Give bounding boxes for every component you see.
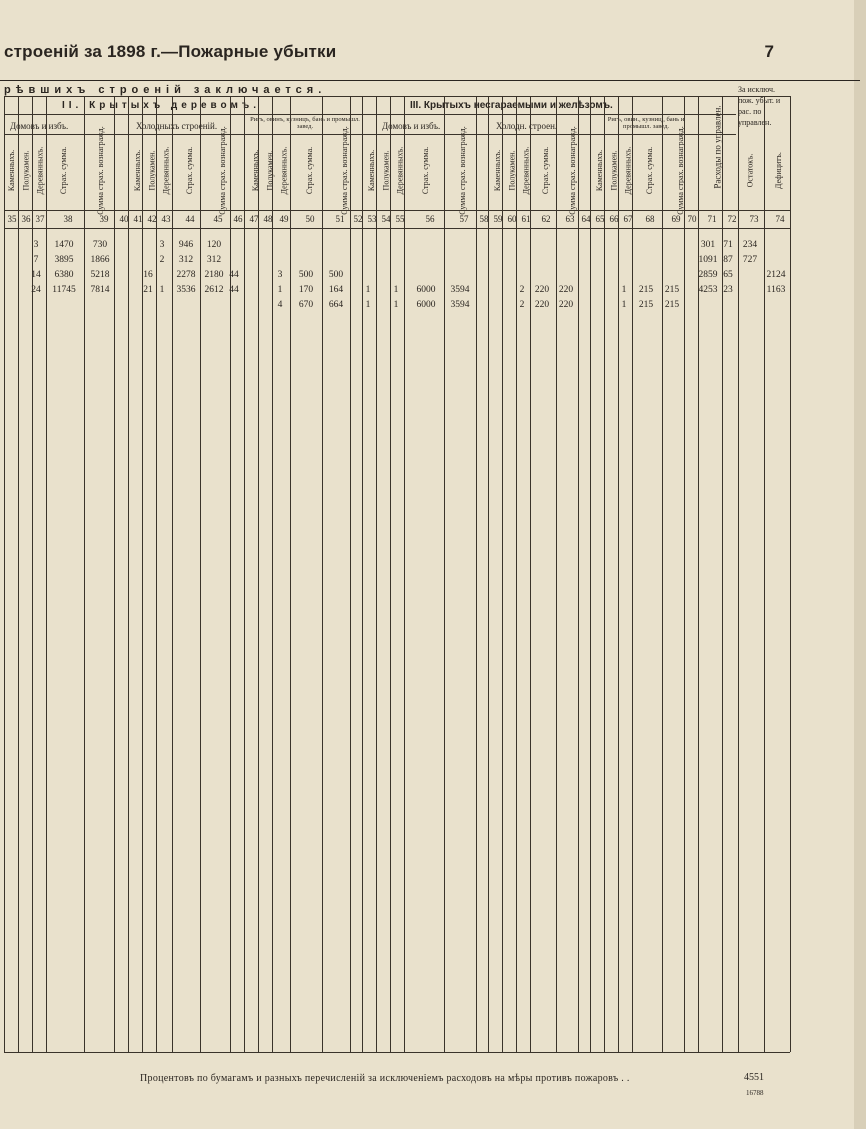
table-cell: 21: [143, 285, 153, 295]
column-rule: [662, 96, 663, 1052]
table-cell: 1: [365, 300, 371, 310]
colnum: 56: [425, 214, 435, 224]
table-cell: 14: [31, 270, 41, 280]
colnum: 48: [263, 214, 273, 224]
vhead-half-3: Полукамен.: [265, 150, 275, 190]
colnum: 36: [21, 214, 31, 224]
table-cell: 71: [723, 240, 733, 250]
g3-barns-header: Ригъ, овин., кузниц., бань и промышл. завед.: [607, 116, 685, 130]
vhead-reward-2: Сумма страх. вознагражд.: [217, 125, 227, 215]
colnum: 39: [99, 214, 109, 224]
colnum: 58: [479, 214, 489, 224]
table-cell: 44: [229, 285, 239, 295]
colnum: 54: [381, 214, 391, 224]
vhead-reward-4: Сумма страх. вознагражд.: [457, 125, 467, 215]
table-cell: 2859: [698, 270, 718, 280]
column-rule: [128, 96, 129, 1052]
table-cell: 1091: [698, 255, 718, 265]
column-rule: [790, 96, 791, 1052]
table-cell: 2: [519, 300, 525, 310]
table-cell: 16: [143, 270, 153, 280]
colnum: 59: [493, 214, 503, 224]
vhead-ins-5: Страх. сумма.: [541, 146, 551, 194]
table-cell: 3594: [450, 285, 470, 295]
colnum: 35: [7, 214, 17, 224]
excl-header: За исключ. пож. убыт. и рас. по управлен.: [738, 85, 781, 127]
g2-cold-header: Холодныхъ строеній.: [136, 121, 218, 131]
column-rule: [632, 96, 633, 1052]
top-rule: [0, 80, 860, 81]
vhead-ins-2: Страх. сумма.: [185, 146, 195, 194]
table-cell: 664: [328, 300, 344, 310]
column-rule: [258, 96, 259, 1052]
vhead-ins-4: Страх. сумма.: [421, 146, 431, 194]
table-cell: 500: [328, 270, 344, 280]
table-cell: 1: [365, 285, 371, 295]
colnum: 49: [279, 214, 289, 224]
column-rule: [362, 96, 363, 1052]
vhead-half-5: Полукамен.: [507, 150, 517, 190]
colnum: 74: [775, 214, 785, 224]
table-cell: 6000: [416, 300, 436, 310]
column-rule: [404, 96, 405, 1052]
column-number-row: [4, 212, 788, 228]
column-rule: [444, 96, 445, 1052]
vhead-reward: Сумма страх. вознагражд.: [95, 125, 105, 215]
vhead-stone-2: Каменныхъ.: [133, 149, 143, 191]
table-cell: 730: [92, 240, 108, 250]
colnum: 55: [395, 214, 405, 224]
table-cell: 215: [664, 285, 680, 295]
vhead-stone-6: Каменныхъ.: [595, 149, 605, 191]
vhead-wood-5: Деревянныхъ.: [521, 146, 531, 194]
colnum: 64: [581, 214, 591, 224]
vhead-ins-3: Страх. сумма.: [305, 146, 315, 194]
table-cell: 170: [298, 285, 314, 295]
rule: [4, 96, 790, 97]
column-rule: [84, 96, 85, 1052]
column-rule: [4, 96, 5, 1052]
column-rule: [114, 96, 115, 1052]
colnum: 69: [671, 214, 681, 224]
table-cell: 1866: [90, 255, 110, 265]
colnum: 41: [133, 214, 143, 224]
table-cell: 6000: [416, 285, 436, 295]
colnum: 66: [609, 214, 619, 224]
vhead-half-2: Полукамен.: [147, 150, 157, 190]
column-rule: [502, 96, 503, 1052]
table-cell: 1: [621, 300, 627, 310]
table-cell: 3: [159, 240, 165, 250]
table-cell: 6380: [54, 270, 74, 280]
column-rule: [230, 96, 231, 1052]
vhead-wood-2: Деревянныхъ.: [161, 146, 171, 194]
footer-note: Процентовъ по бумагамъ и разныхъ перечисленій за исключеніемъ расходовъ на мѣры противъ пожаровъ . .: [140, 1073, 630, 1084]
table-cell: 220: [558, 300, 574, 310]
table-cell: 4253: [698, 285, 718, 295]
vhead-reward-3: Сумма страх. вознагражд.: [339, 125, 349, 215]
column-rule: [488, 96, 489, 1052]
vhead-expenses: Расходы по управлен.: [713, 105, 723, 189]
colnum: 73: [749, 214, 759, 224]
rule: [4, 1052, 790, 1053]
table-cell: 7: [33, 255, 39, 265]
table-cell: 7814: [90, 285, 110, 295]
table-cell: 2278: [176, 270, 196, 280]
table-cell: 220: [534, 300, 550, 310]
colnum: 42: [147, 214, 157, 224]
column-rule: [142, 96, 143, 1052]
g2-barns-header: Ригъ, овинъ, кузницъ, бань и промышл. завед.: [250, 116, 360, 130]
column-rule: [390, 96, 391, 1052]
table-cell: 215: [638, 300, 654, 310]
table-cell: 87: [723, 255, 733, 265]
colnum: 51: [335, 214, 345, 224]
colnum: 71: [707, 214, 717, 224]
column-rule: [618, 96, 619, 1052]
table-cell: 670: [298, 300, 314, 310]
table-banner: рѣвшихъ строеній заключается.: [4, 84, 327, 96]
g2-houses-header: Домовъ и избъ.: [10, 121, 69, 131]
g3-houses-header: Домовъ и избъ.: [382, 121, 441, 131]
table-cell: 65: [723, 270, 733, 280]
page-number: 7: [764, 42, 774, 61]
column-rule: [556, 96, 557, 1052]
table-cell: 727: [742, 255, 758, 265]
column-rule: [516, 96, 517, 1052]
rule: [4, 210, 790, 211]
table-cell: 1470: [54, 240, 74, 250]
vhead-reward-6: Сумма страх. вознагражд.: [675, 125, 685, 215]
vhead-wood-4: Деревянныхъ.: [395, 146, 405, 194]
vhead-stone-4: Каменныхъ.: [367, 149, 377, 191]
vhead-stone: Каменныхъ.: [7, 149, 17, 191]
colnum: 57: [459, 214, 469, 224]
colnum: 60: [507, 214, 517, 224]
table-cell: 1: [621, 285, 627, 295]
colnum: 37: [35, 214, 45, 224]
column-rule: [322, 96, 323, 1052]
table-cell: 1163: [766, 285, 786, 295]
column-rule: [244, 96, 245, 1052]
column-rule: [530, 96, 531, 1052]
running-title: строеній за 1898 г.—Пожарные убытки: [4, 42, 337, 61]
colnum: 43: [161, 214, 171, 224]
colnum: 53: [367, 214, 377, 224]
vhead-stone-3: Каменныхъ.: [251, 149, 261, 191]
colnum: 63: [565, 214, 575, 224]
column-rule: [272, 96, 273, 1052]
column-rule: [290, 96, 291, 1052]
vhead-half-4: Полукамен.: [381, 150, 391, 190]
vhead-ins: Страх. сумма.: [59, 146, 69, 194]
table-cell: 120: [206, 240, 222, 250]
table-cell: 2: [159, 255, 165, 265]
rule: [4, 228, 790, 229]
table-cell: 3536: [176, 285, 196, 295]
table-cell: 301: [700, 240, 716, 250]
vhead-half-6: Полукамен.: [609, 150, 619, 190]
group-ii-title: II. Крытыхъ деревомъ.: [62, 100, 260, 111]
table-cell: 2180: [204, 270, 224, 280]
table-cell: 3: [33, 240, 39, 250]
group-iii-title: III. Крытыхъ несгараемыми и желѣзомъ.: [410, 100, 613, 111]
table-cell: 23: [723, 285, 733, 295]
colnum: 45: [213, 214, 223, 224]
colnum: 47: [249, 214, 259, 224]
vhead-wood: Деревянныхъ.: [35, 146, 45, 194]
colnum: 46: [233, 214, 243, 224]
column-rule: [578, 96, 579, 1052]
table-cell: 3: [277, 270, 283, 280]
table-cell: 5218: [90, 270, 110, 280]
table-cell: 312: [178, 255, 194, 265]
vhead-half: Полукамен.: [21, 150, 31, 190]
table-cell: 946: [178, 240, 194, 250]
table-cell: 44: [229, 270, 239, 280]
colnum: 62: [541, 214, 551, 224]
table-cell: 2612: [204, 285, 224, 295]
colnum: 61: [521, 214, 531, 224]
table-cell: 234: [742, 240, 758, 250]
vhead-wood-6: Деревянныхъ.: [623, 146, 633, 194]
vhead-reward-5: Сумма страх. вознагражд.: [567, 125, 577, 215]
column-rule: [476, 96, 477, 1052]
colnum: 68: [645, 214, 655, 224]
colnum: 40: [119, 214, 129, 224]
table-cell: 24: [31, 285, 41, 295]
table-cell: 220: [534, 285, 550, 295]
vhead-ins-6: Страх. сумма.: [645, 146, 655, 194]
table-cell: 164: [328, 285, 344, 295]
page-edge-shadow: [854, 0, 866, 1129]
colnum: 44: [185, 214, 195, 224]
colnum: 72: [727, 214, 737, 224]
table-cell: 312: [206, 255, 222, 265]
column-rule: [604, 96, 605, 1052]
table-cell: 215: [664, 300, 680, 310]
table-cell: 215: [638, 285, 654, 295]
column-rule: [350, 96, 351, 1052]
table-cell: 1: [159, 285, 165, 295]
g3-cold-header: Холодн. строен.: [496, 121, 558, 131]
table-cell: 2: [519, 285, 525, 295]
table-cell: 3594: [450, 300, 470, 310]
table-cell: 1: [393, 300, 399, 310]
colnum: 65: [595, 214, 605, 224]
colnum: 70: [687, 214, 697, 224]
colnum: 52: [353, 214, 363, 224]
column-rule: [764, 96, 765, 1052]
vhead-rest: Остатокъ.: [745, 153, 755, 187]
table-cell: 11745: [52, 285, 76, 295]
footer-value-2: 16788: [746, 1089, 764, 1097]
column-rule: [376, 96, 377, 1052]
table-cell: 500: [298, 270, 314, 280]
colnum: 67: [623, 214, 633, 224]
vhead-deficit: Дефицитъ.: [773, 151, 783, 189]
table-cell: 2124: [766, 270, 786, 280]
vhead-stone-5: Каменныхъ.: [493, 149, 503, 191]
colnum: 38: [63, 214, 73, 224]
colnum: 50: [305, 214, 315, 224]
table-cell: 3895: [54, 255, 74, 265]
column-rule: [18, 96, 19, 1052]
table-cell: 220: [558, 285, 574, 295]
column-rule: [684, 96, 685, 1052]
footer-value: 4551: [744, 1072, 764, 1083]
column-rule: [590, 96, 591, 1052]
vhead-wood-3: Деревянныхъ.: [279, 146, 289, 194]
table-cell: 1: [277, 285, 283, 295]
table-cell: 4: [277, 300, 283, 310]
table-cell: 1: [393, 285, 399, 295]
